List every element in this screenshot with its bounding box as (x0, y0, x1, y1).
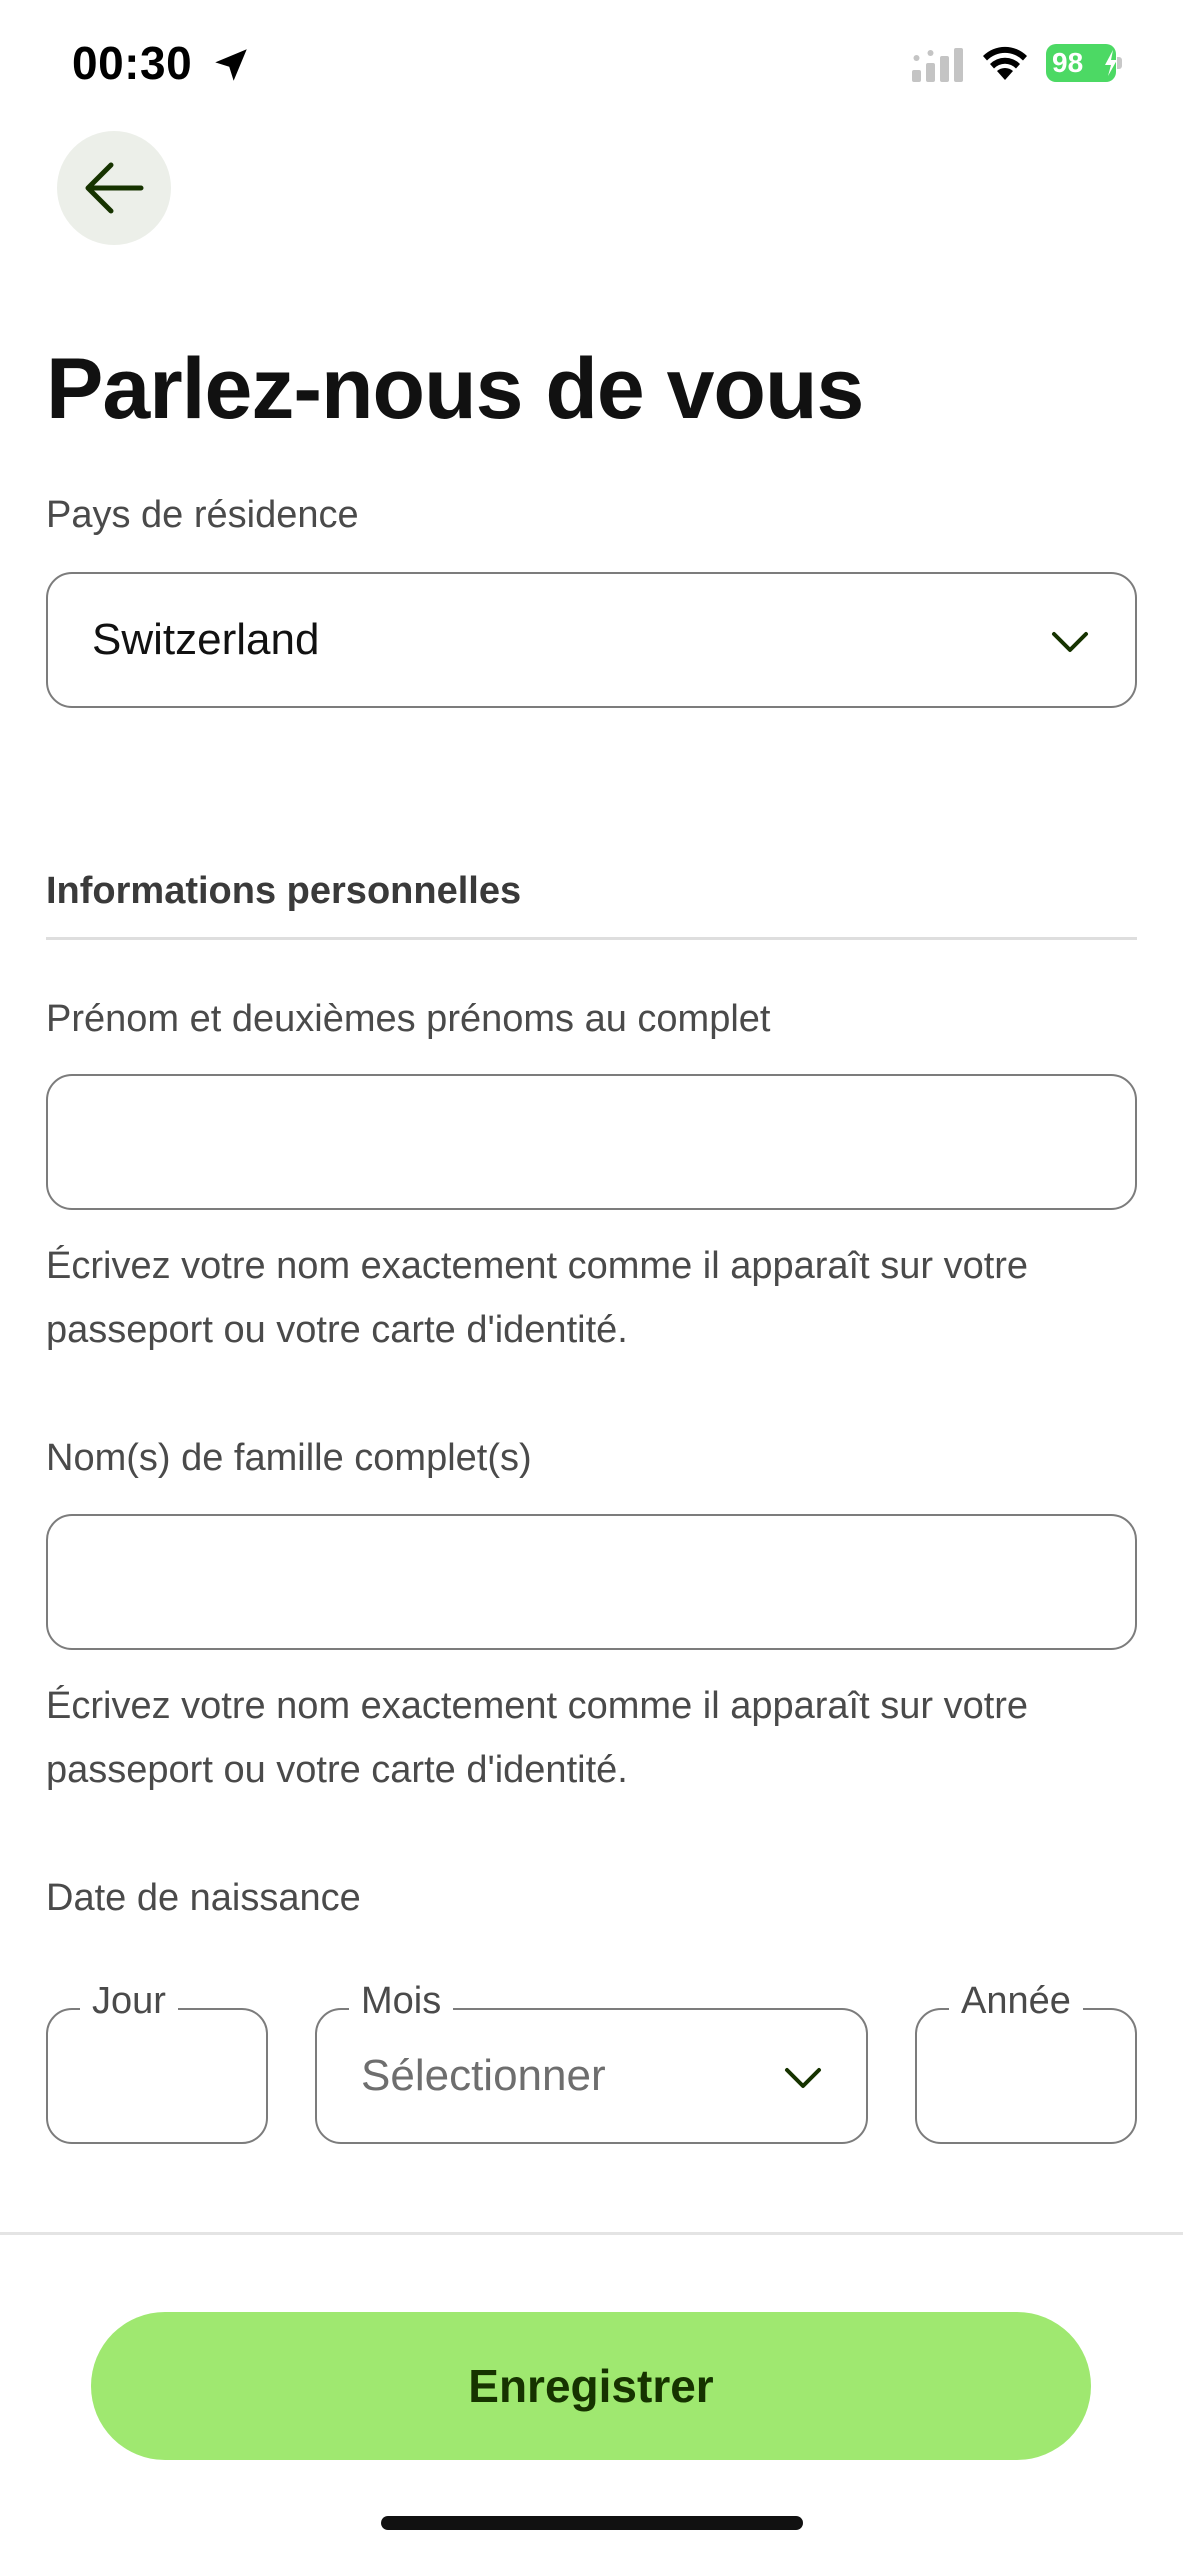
last-name-label: Nom(s) de famille complet(s) (46, 1437, 532, 1479)
arrow-left-icon (83, 162, 145, 214)
battery-level: 98 (1046, 44, 1116, 82)
day-label: Jour (80, 1974, 178, 2028)
year-field[interactable] (915, 1980, 1137, 2144)
section-divider (46, 937, 1137, 940)
year-label: Année (949, 1974, 1083, 2028)
residence-value: Switzerland (92, 615, 320, 664)
residence-select[interactable] (46, 572, 1137, 708)
first-name-field[interactable] (46, 1074, 1137, 1210)
first-name-label: Prénom et deuxièmes prénoms au complet (46, 998, 771, 1040)
battery-indicator (1046, 44, 1122, 82)
location-arrow-icon (210, 44, 252, 86)
section-title-personal: Informations personnelles (46, 870, 522, 912)
charging-bolt-icon (1104, 50, 1118, 76)
status-time: 00:30 (72, 37, 193, 89)
first-name-hint: Écrivez votre nom exactement comme il apparaît sur votre passeport ou votre carte d'identité. (46, 1245, 1029, 1351)
last-name-hint: Écrivez votre nom exactement comme il apparaît sur votre passeport ou votre carte d'identité. (46, 1685, 1029, 1791)
wifi-icon (982, 42, 1028, 82)
home-indicator (381, 2516, 803, 2530)
battery-cap (1117, 57, 1122, 69)
month-select[interactable] (315, 1980, 868, 2144)
day-field[interactable] (46, 1980, 268, 2144)
birthdate-label: Date de naissance (46, 1877, 361, 1919)
status-bar (0, 0, 1183, 130)
back-button[interactable] (57, 131, 171, 245)
month-label: Mois (349, 1974, 453, 2028)
cellular-signal-icon (912, 48, 966, 82)
residence-label: Pays de résidence (46, 494, 359, 536)
save-button[interactable]: Enregistrer (91, 2312, 1091, 2460)
month-placeholder: Sélectionner (361, 2051, 606, 2100)
chevron-down-icon (783, 2066, 823, 2090)
page-title: Parlez-nous de vous (46, 341, 864, 437)
last-name-field[interactable] (46, 1514, 1137, 1650)
chevron-down-icon (1050, 630, 1090, 654)
